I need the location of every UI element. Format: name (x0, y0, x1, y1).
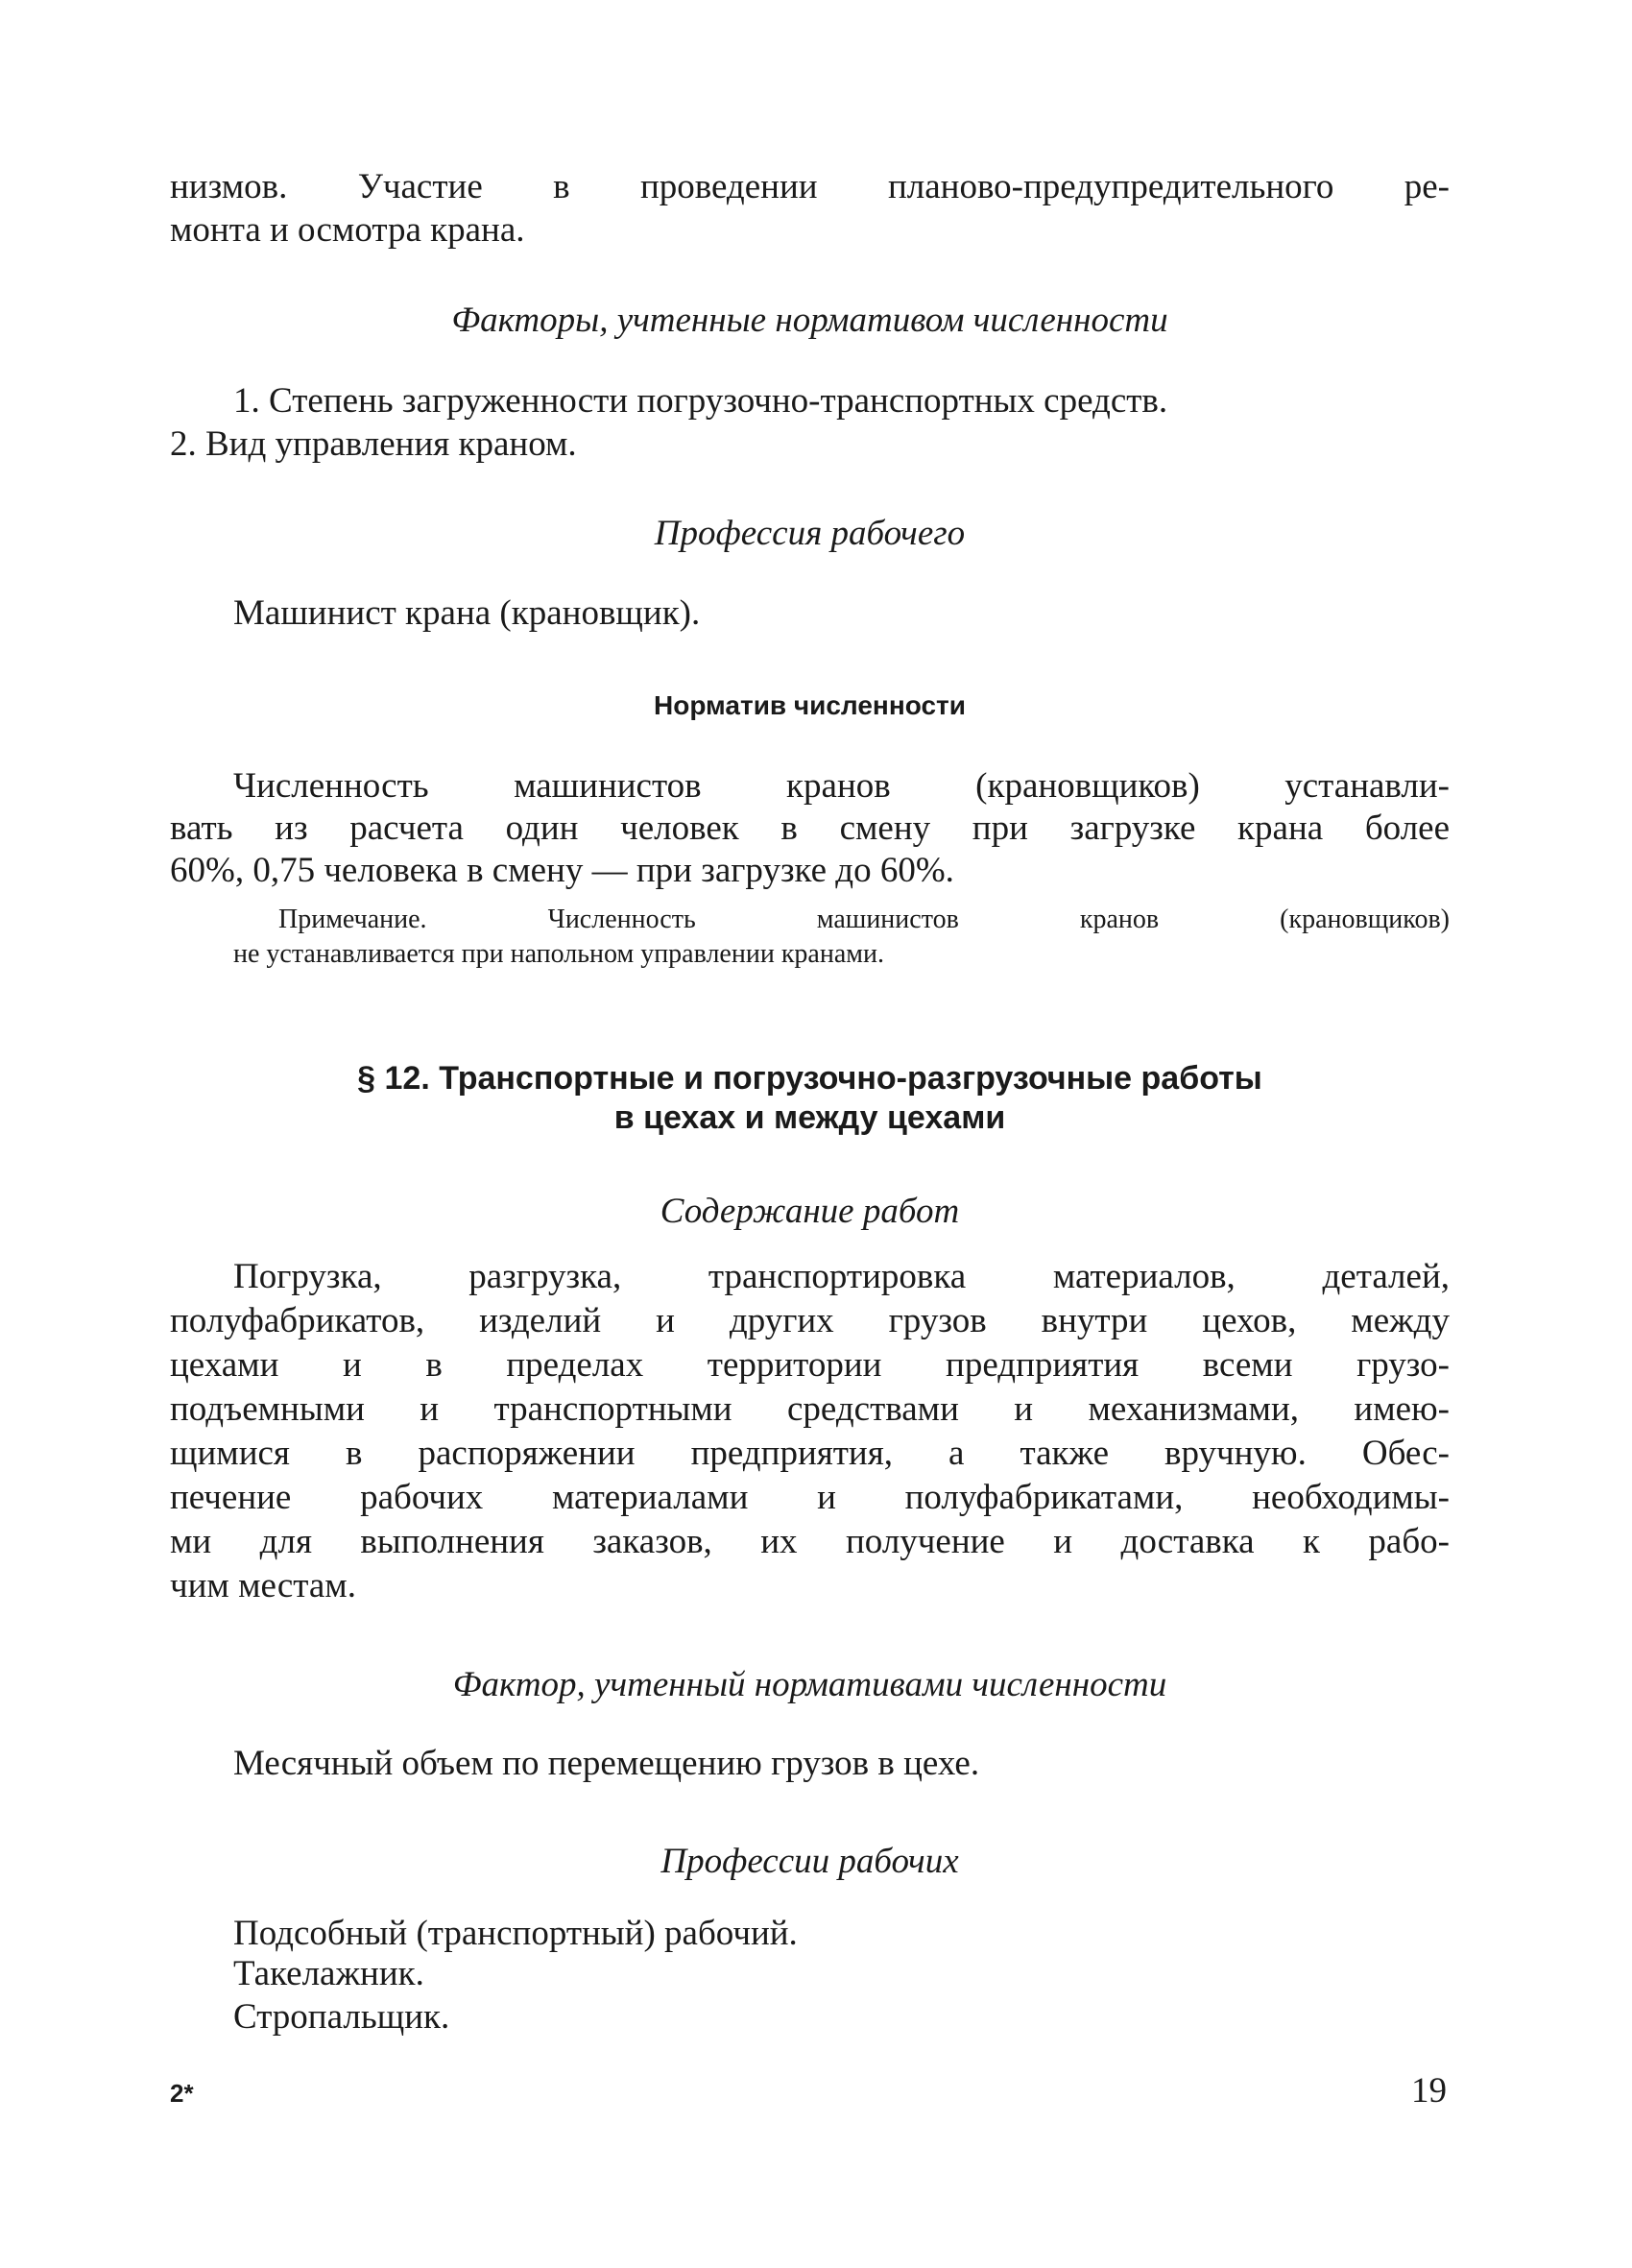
norm-line: Численность машинистов кранов (крановщиков) устанавли- (233, 766, 1450, 806)
professions-heading: Профессии рабочих (660, 1842, 959, 1881)
norm-heading: Норматив численности (654, 690, 966, 720)
content-line: подъемными и транспортными средствами и механизмами, имею- (170, 1389, 1450, 1429)
section-title: в цехах и между цехами (613, 1099, 1006, 1136)
intro-line: монта и осмотра крана. (170, 210, 525, 250)
content-line: цехами и в пределах территории предприятия всеми грузо- (170, 1345, 1450, 1385)
page-number: 19 (1411, 2071, 1447, 2111)
norm-line: 60%, 0,75 человека в смену — при загрузке до 60%. (170, 851, 954, 890)
profession-heading: Профессия рабочего (654, 514, 966, 553)
signature-mark: 2* (170, 2079, 194, 2108)
content-line: ми для выполнения заказов, их получение и доставка к рабо- (170, 1522, 1450, 1561)
profession-item: Такелажник. (233, 1954, 424, 1993)
factor-heading: Фактор, учтенный нормативами численности (452, 1665, 1167, 1704)
content-line: полуфабрикатов, изделий и других грузов внутри цехов, между (170, 1301, 1450, 1340)
factor-text: Месячный объем по перемещению грузов в цехе. (233, 1744, 980, 1783)
content-line: печение рабочих материалами и полуфабрикатами, необходимы- (170, 1478, 1450, 1517)
profession-item: Подсобный (транспортный) рабочий. (233, 1914, 798, 1953)
note-line: Примечание. Численность машинистов кранов (крановщиков) (278, 905, 1450, 934)
intro-line: низмов. Участие в проведении планово-предупредительного ре- (170, 167, 1450, 206)
factor-item: 2. Вид управления краном. (170, 424, 577, 464)
profession-item: Стропальщик. (233, 1997, 450, 2037)
content-line: щимися в распоряжении предприятия, а также вручную. Обес- (170, 1434, 1450, 1473)
note-line: не устанавливается при напольном управлении кранами. (233, 939, 884, 969)
factor-item: 1. Степень загруженности погрузочно-транспортных средств. (233, 381, 1168, 421)
content-line: чим местам. (170, 1566, 356, 1605)
content-heading: Содержание работ (660, 1192, 960, 1231)
factors-heading: Факторы, учтенные нормативом численности (451, 301, 1168, 340)
section-title: § 12. Транспортные и погрузочно-разгрузочные работы (357, 1060, 1262, 1097)
norm-line: вать из расчета один человек в смену при загрузке крана более (170, 808, 1450, 848)
profession-text: Машинист крана (крановщик). (233, 593, 701, 633)
content-line: Погрузка, разгрузка, транспортировка материалов, деталей, (233, 1257, 1450, 1296)
